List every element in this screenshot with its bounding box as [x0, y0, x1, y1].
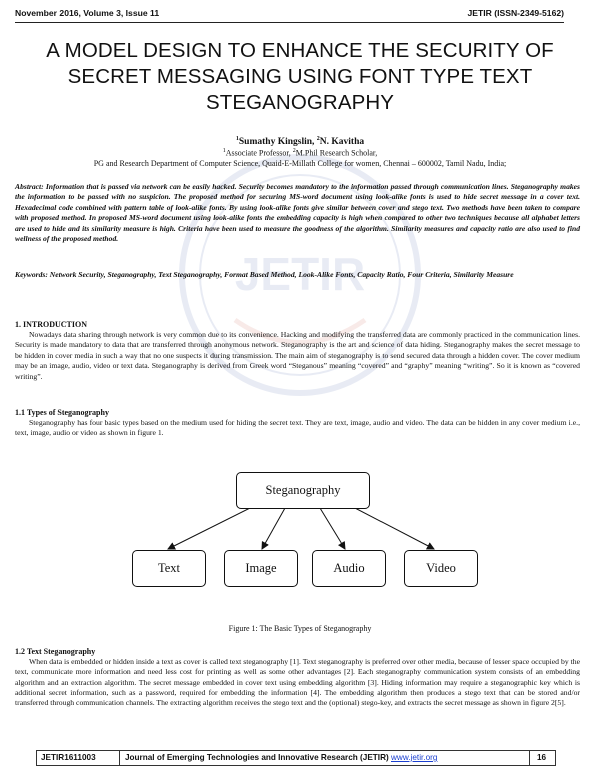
abstract: Abstract: Information that is passed via network can be easily hacked. Security becomes mandatory to the information passed through communication lines. Steganography makes the information to be passed with no suspicion. The proposed method for securing MS-word document using look-alike fonts is used to hide secret message in a cover text. Hexadecimal code combined with pattern table of look-alike fonts. By using look-alike fonts give similar between cover and stego text. Two methods have been taken to compare with proposed method. In proposed MS-word document using look-alike fonts the embedding capacity is high when compared to other two techniques because all alphabet letters are used to hide and its similarity measure is high. Criteria have been used to measure the goodness of the algorithm. Similarity measures and capacity ratio are also used to find wellness of the proposed method. [15, 182, 580, 244]
arrow-to-audio [320, 508, 345, 549]
node-text: Text [132, 550, 206, 587]
issn-info: JETIR (ISSN-2349-5162) [467, 8, 564, 18]
article-id: JETIR1611003 [41, 753, 96, 762]
page-number: 16 [537, 753, 547, 762]
page-footer [36, 750, 556, 766]
author-2: N. Kavitha [319, 137, 365, 148]
section-heading-text-steganography: 1.2 Text Steganography [15, 647, 96, 656]
steganography-types-diagram [120, 462, 480, 594]
authors-line: $^1$Sumathy Kingslin, $^2$N. Kavitha [235, 136, 365, 148]
footer-divider [119, 751, 120, 765]
node-video: Video [404, 550, 478, 587]
keywords: Keywords: Network Security, Steganography, Text Steganography, Format Based Method, Look-Alike Fonts, Capacity Ratio, Four Criteria, Similarity Measure [15, 270, 514, 279]
arrow-to-video [355, 508, 434, 549]
affiliation-roles: $^1$Associate Professor, $^2$M.Phil Research Scholar, [222, 148, 378, 158]
affiliation-department: PG and Research Department of Computer Science, Quaid-E-Millath College for women, Chennai – 600002, Tamil Nadu, India; [93, 159, 507, 168]
arrow-to-text [168, 508, 250, 549]
section-heading-introduction: 1. INTRODUCTION [15, 320, 88, 329]
footer-divider [529, 751, 530, 765]
running-header [15, 8, 564, 22]
introduction-paragraph: Nowadays data sharing through network is very common due to its convenience. Hacking and modifying the transferred data are commonly practiced in the communication lines. Security is made mandatory to data that are transferred through anonymous network. Steganography is the art and science of data hiding. Steganography makes the secret message to be hidden in cover media in such a way that no one suspects it during transmission. The main aim of steganography is to send secured data through a hidden cover. The cover medium may be an image, audio, video or text data. Steganography is derived from Greek word “Steganous” meaning “covered” and “graphy” meaning “writing”. So it is known as “covered writing”. [15, 330, 580, 381]
text-steganography-paragraph: When data is embedded or hidden inside a text as cover is called text steganography [1]. Text steganography is preferred over other media, because of lesser space occupied by the text, communicate more information and need less cost for printing as well as some other advantages [2]. Each steganography communication system consists of an embedding algorithm and an extraction algorithm. The secret message embedded in cover text using embedding algorithm [3]. Hiding information may require a steganographic key which is additional secret information, such as a password, required for embedding the information [4]. The embedding algorithm then produces a stego text that can be stored and/or transferred through communication channels. The extracting algorithm receives the stego text and the (optional) stego-key, and extracts the secret message as shown in figure 2[5]. [15, 657, 580, 708]
author-1: Sumathy Kingslin, [238, 137, 317, 148]
types-paragraph: Steganography has four basic types based on the medium used for hiding the secret text. They are text, image, audio and video. The data can be hidden in any cover medium i.e., text, image, audio or video as shown in figure 1. [15, 418, 580, 438]
issue-info: November 2016, Volume 3, Issue 11 [15, 8, 160, 18]
journal-link[interactable]: www.jetir.org [391, 753, 438, 762]
node-steganography: Steganography [236, 472, 370, 509]
node-image: Image [224, 550, 298, 587]
watermark-text: JETIR [234, 248, 366, 300]
header-rule [15, 22, 564, 23]
section-heading-types: 1.1 Types of Steganography [15, 408, 109, 417]
figure-caption: Figure 1: The Basic Types of Steganography [228, 624, 372, 633]
arrow-to-image [262, 508, 285, 549]
paper-title: A MODEL DESIGN TO ENHANCE THE SECURITY OF SECRET MESSAGING USING FONT TYPE TEXT STEGANOGRAPHY [46, 39, 554, 114]
node-audio: Audio [312, 550, 386, 587]
journal-name: Journal of Emerging Technologies and Innovative Research (JETIR) www.jetir.org [125, 753, 438, 762]
